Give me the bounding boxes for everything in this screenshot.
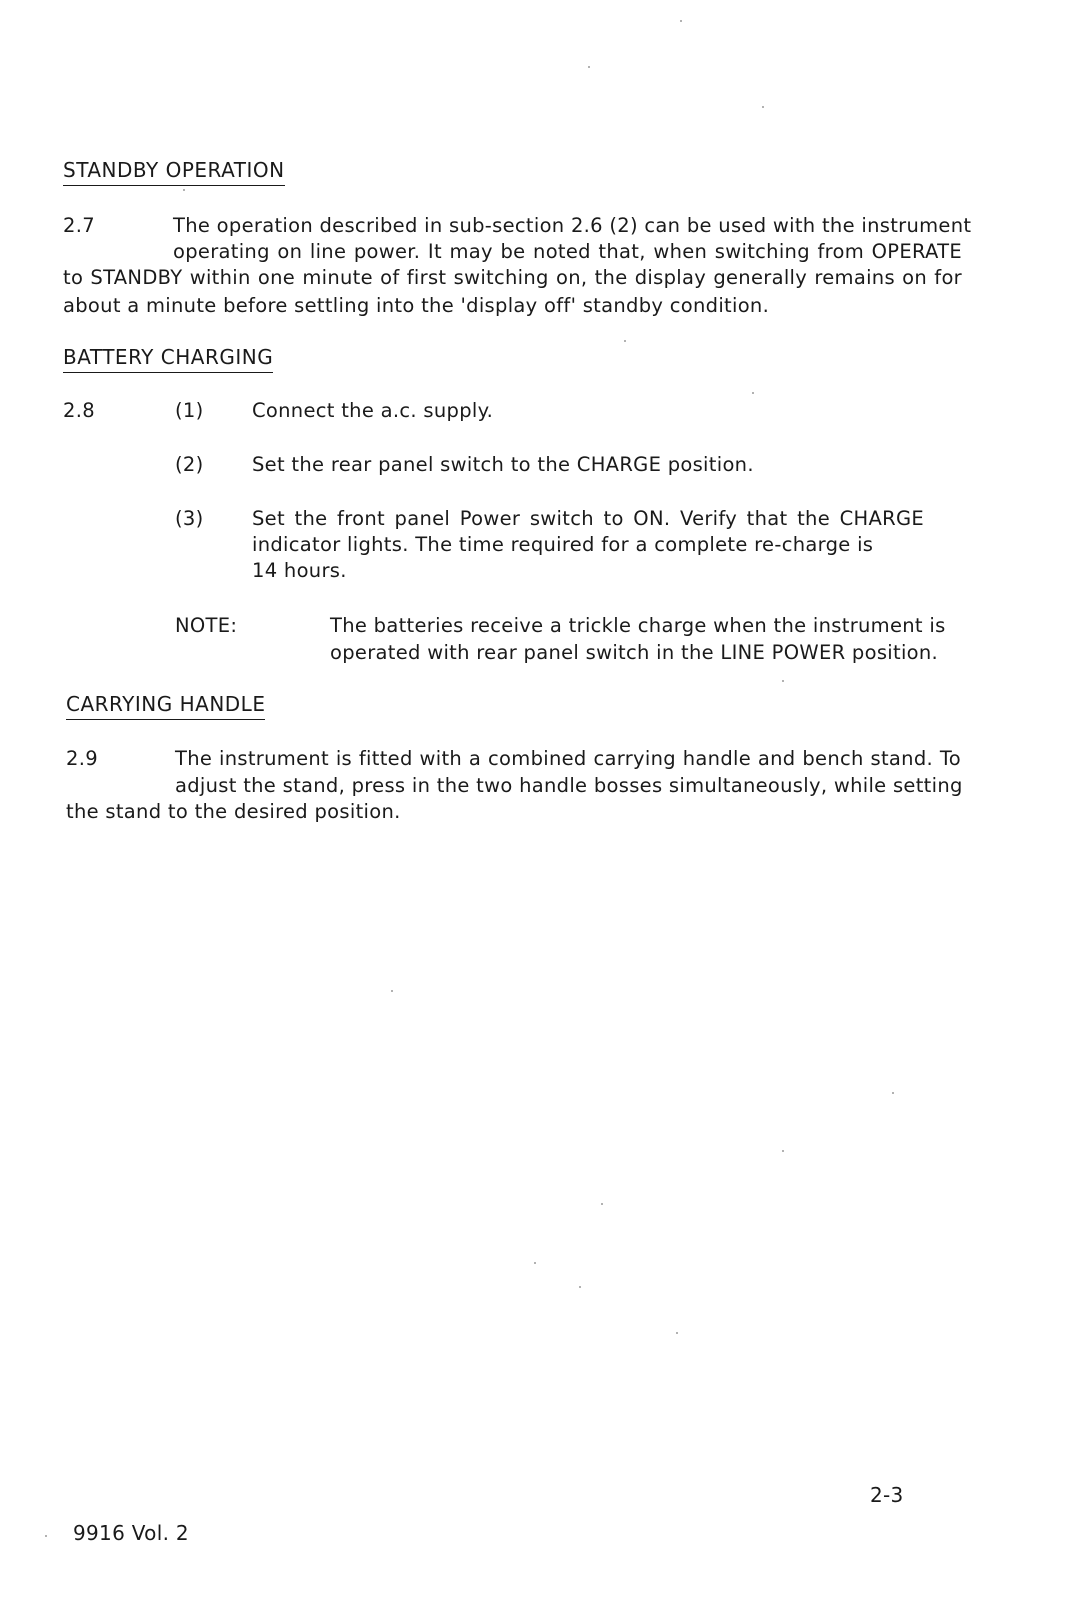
handle-line-3: the stand to the desired position. bbox=[66, 800, 401, 823]
step-1-line-1: Connect the a.c. supply. bbox=[252, 399, 494, 422]
step-3-line-3: 14 hours. bbox=[252, 559, 347, 582]
document-id: 9916 Vol. 2 bbox=[73, 1521, 189, 1545]
note-label: NOTE: bbox=[175, 614, 238, 637]
note-line-1: The batteries receive a trickle charge when the instrument is bbox=[330, 614, 946, 637]
scan-speck bbox=[892, 1092, 894, 1094]
step-number-1: (1) bbox=[175, 399, 204, 422]
scan-speck bbox=[534, 1262, 536, 1264]
step-number-3: (3) bbox=[175, 507, 204, 530]
scan-speck bbox=[588, 66, 590, 68]
scan-speck bbox=[183, 189, 185, 191]
handle-line-2: adjust the stand, press in the two handle bosses simultaneously, while setting bbox=[175, 774, 963, 797]
note-line-2: operated with rear panel switch in the LINE POWER position. bbox=[330, 641, 939, 664]
standby-line-2: operating on line power. It may be noted that, when switching from OPERATE bbox=[173, 240, 962, 263]
scan-speck bbox=[579, 1286, 581, 1288]
scan-speck bbox=[762, 106, 764, 108]
scan-speck bbox=[601, 1203, 603, 1205]
step-number-2: (2) bbox=[175, 453, 204, 476]
scan-speck bbox=[391, 990, 393, 992]
section-heading-handle: CARRYING HANDLE bbox=[66, 692, 265, 720]
scan-speck bbox=[752, 392, 754, 394]
section-number-2-8: 2.8 bbox=[63, 399, 95, 422]
section-heading-standby: STANDBY OPERATION bbox=[63, 158, 285, 186]
scan-speck bbox=[624, 340, 626, 342]
section-heading-battery: BATTERY CHARGING bbox=[63, 345, 273, 373]
step-2-line-1: Set the rear panel switch to the CHARGE position. bbox=[252, 453, 754, 476]
section-number-2-7: 2.7 bbox=[63, 214, 95, 237]
standby-line-3: to STANDBY within one minute of first switching on, the display generally remains on for bbox=[63, 266, 962, 289]
step-3-line-2: indicator lights. The time required for a complete re-charge is bbox=[252, 533, 874, 556]
scan-speck bbox=[782, 1150, 784, 1152]
page-number: 2-3 bbox=[870, 1483, 904, 1507]
scan-speck bbox=[676, 1332, 678, 1334]
scan-speck bbox=[45, 1535, 47, 1537]
standby-line-4: about a minute before settling into the 'display off' standby condition. bbox=[63, 294, 770, 317]
handle-line-1: The instrument is fitted with a combined carrying handle and bench stand. To bbox=[175, 747, 961, 770]
scan-speck bbox=[782, 680, 784, 682]
section-number-2-9: 2.9 bbox=[66, 747, 98, 770]
scan-speck bbox=[680, 20, 682, 22]
step-3-line-1: Set the front panel Power switch to ON. Verify that the CHARGE bbox=[252, 507, 924, 530]
standby-line-1: The operation described in sub-section 2.6 (2) can be used with the instrument bbox=[173, 214, 972, 237]
